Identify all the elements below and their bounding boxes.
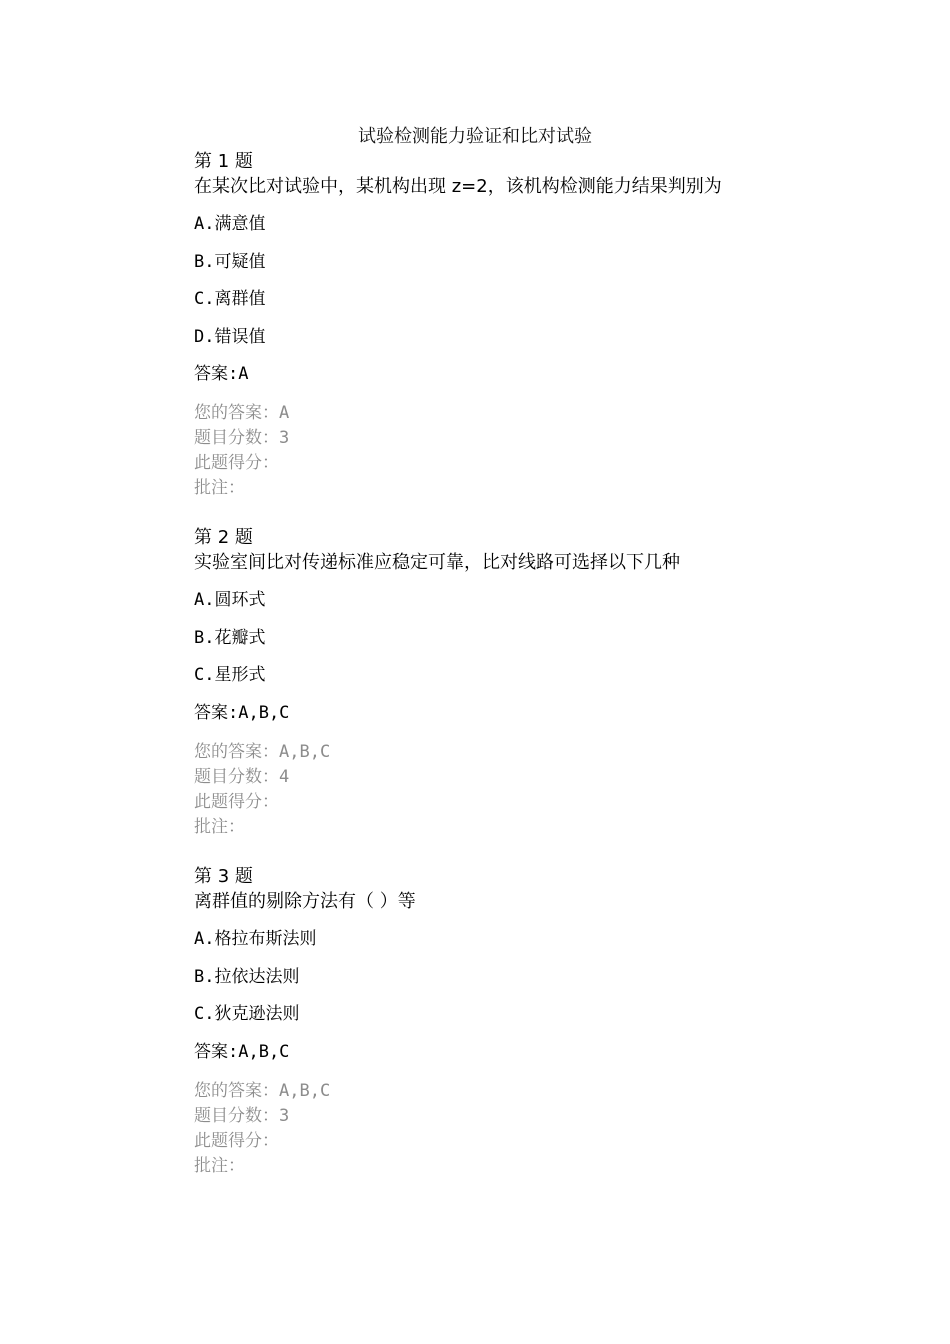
- comment: 批注：: [194, 816, 245, 837]
- question-3: [194, 864, 834, 1179]
- your-answer: 您的答案：A,B,C: [194, 741, 331, 762]
- question-number: 第 3 题: [194, 866, 253, 887]
- question-text: 在某次比对试验中，某机构出现 z=2，该机构检测能力结果判别为: [194, 176, 722, 197]
- your-answer: 您的答案：A,B,C: [194, 1080, 331, 1101]
- question-2: [194, 525, 834, 840]
- option-a: A.满意值: [194, 214, 266, 234]
- option-a: A.格拉布斯法则: [194, 929, 317, 949]
- correct-answer: 答案:A,B,C: [194, 702, 290, 723]
- option-a: A.圆环式: [194, 590, 266, 610]
- correct-answer: 答案:A,B,C: [194, 1041, 290, 1062]
- option-c: C.狄克逊法则: [194, 1004, 300, 1024]
- question-score: 题目分数：3: [194, 428, 290, 448]
- correct-answer: 答案:A: [194, 364, 249, 384]
- option-b: B.拉依达法则: [194, 966, 300, 987]
- earned-score: 此题得分：: [194, 453, 279, 473]
- question-text: 离群值的剔除方法有（ ）等: [194, 891, 416, 912]
- option-b: B.可疑值: [194, 251, 266, 272]
- question-score: 题目分数：4: [194, 766, 290, 787]
- question-score: 题目分数：3: [194, 1105, 290, 1126]
- document-title: 试验检测能力验证和比对试验: [358, 126, 592, 147]
- question-text: 实验室间比对传递标准应稳定可靠，比对线路可选择以下几种: [194, 552, 680, 573]
- earned-score: 此题得分：: [194, 1130, 279, 1151]
- question-number: 第 2 题: [194, 527, 253, 548]
- question-1: [194, 149, 834, 501]
- question-number: 第 1 题: [194, 151, 253, 172]
- earned-score: 此题得分：: [194, 791, 279, 812]
- option-c: C.离群值: [194, 289, 266, 309]
- option-c: C.星形式: [194, 665, 266, 685]
- your-answer: 您的答案：A: [194, 403, 290, 423]
- comment: 批注：: [194, 478, 245, 498]
- option-d: D.错误值: [194, 326, 266, 347]
- option-b: B.花瓣式: [194, 627, 266, 648]
- comment: 批注：: [194, 1155, 245, 1176]
